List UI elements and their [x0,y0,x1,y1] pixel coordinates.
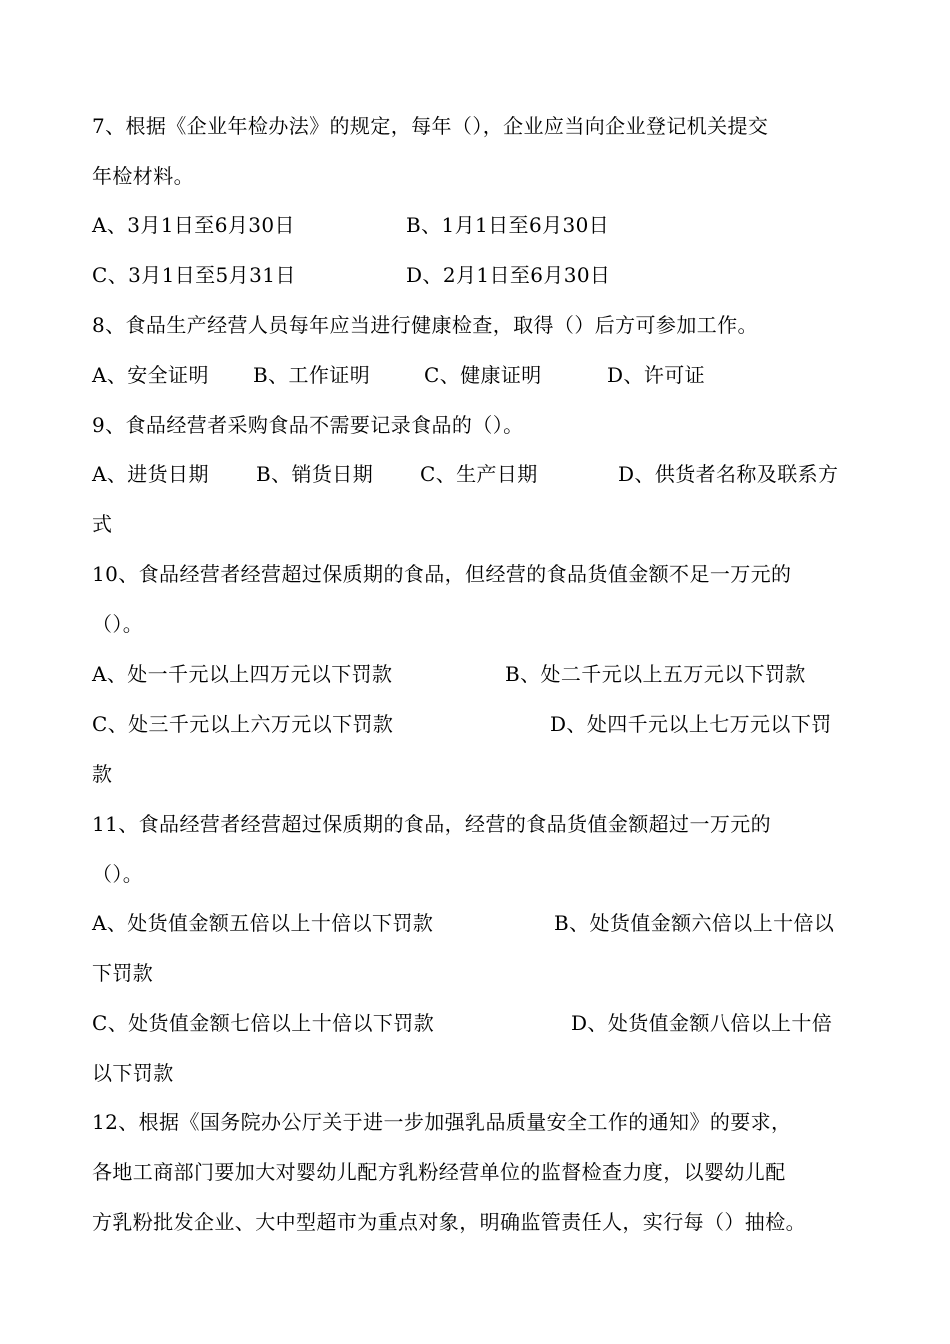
question-9-option-d-continued: 式 [92,512,113,536]
question-11-option-b: B、处货值金额六倍以上十倍以 [554,911,835,935]
question-12-stem-line-2: 各地工商部门要加大对婴幼儿配方乳粉经营单位的监督检查力度，以婴幼儿配 [92,1160,786,1184]
question-10-stem-line-2: （）。 [92,612,144,636]
question-12-stem-line-3: 方乳粉批发企业、大中型超市为重点对象，明确监管责任人，实行每（）抽检。 [92,1210,806,1234]
question-7-stem-line-2: 年检材料。 [92,164,194,188]
question-7-option-c: C、3月1日至5月31日 [92,263,296,287]
question-10-option-d: D、处四千元以上七万元以下罚 [550,712,832,736]
question-9-option-c: C、生产日期 [420,462,538,486]
question-8-option-c: C、健康证明 [424,363,542,387]
question-11-option-c: C、处货值金额七倍以上十倍以下罚款 [92,1011,435,1035]
question-8-option-b: B、工作证明 [253,363,371,387]
question-10-option-c: C、处三千元以上六万元以下罚款 [92,712,394,736]
question-10-option-a: A、处一千元以上四万元以下罚款 [92,662,393,686]
question-8-option-d: D、许可证 [607,363,706,387]
question-11-option-d: D、处货值金额八倍以上十倍 [571,1011,833,1035]
question-7-option-b: B、1月1日至6月30日 [406,213,610,237]
question-11-stem-line-2: （）。 [92,862,144,886]
question-11-option-d-continued: 以下罚款 [92,1061,174,1085]
question-10-option-b: B、处二千元以上五万元以下罚款 [505,662,806,686]
question-10-stem-line-1: 10、食品经营者经营超过保质期的食品，但经营的食品货值金额不足一万元的 [92,562,792,586]
question-8-option-a: A、安全证明 [92,363,209,387]
question-10-option-d-continued: 款 [92,762,113,786]
question-7-option-a: A、3月1日至6月30日 [92,213,295,237]
question-9-option-d: D、供货者名称及联系方 [618,462,839,486]
question-9-option-b: B、销货日期 [256,462,374,486]
question-11-option-a: A、处货值金额五倍以上十倍以下罚款 [92,911,434,935]
question-9-option-a: A、进货日期 [92,462,209,486]
question-11-stem-line-1: 11、食品经营者经营超过保质期的食品，经营的食品货值金额超过一万元的 [92,812,772,836]
question-11-option-b-continued: 下罚款 [92,961,154,985]
question-7-stem-line-1: 7、根据《企业年检办法》的规定，每年（），企业应当向企业登记机关提交 [92,114,769,138]
question-7-option-d: D、2月1日至6月30日 [406,263,611,287]
question-12-stem-line-1: 12、根据《国务院办公厅关于进一步加强乳品质量安全工作的通知》的要求， [92,1110,792,1134]
question-8-stem: 8、食品生产经营人员每年应当进行健康检查，取得（）后方可参加工作。 [92,313,758,337]
question-9-stem: 9、食品经营者采购食品不需要记录食品的（）。 [92,413,524,437]
